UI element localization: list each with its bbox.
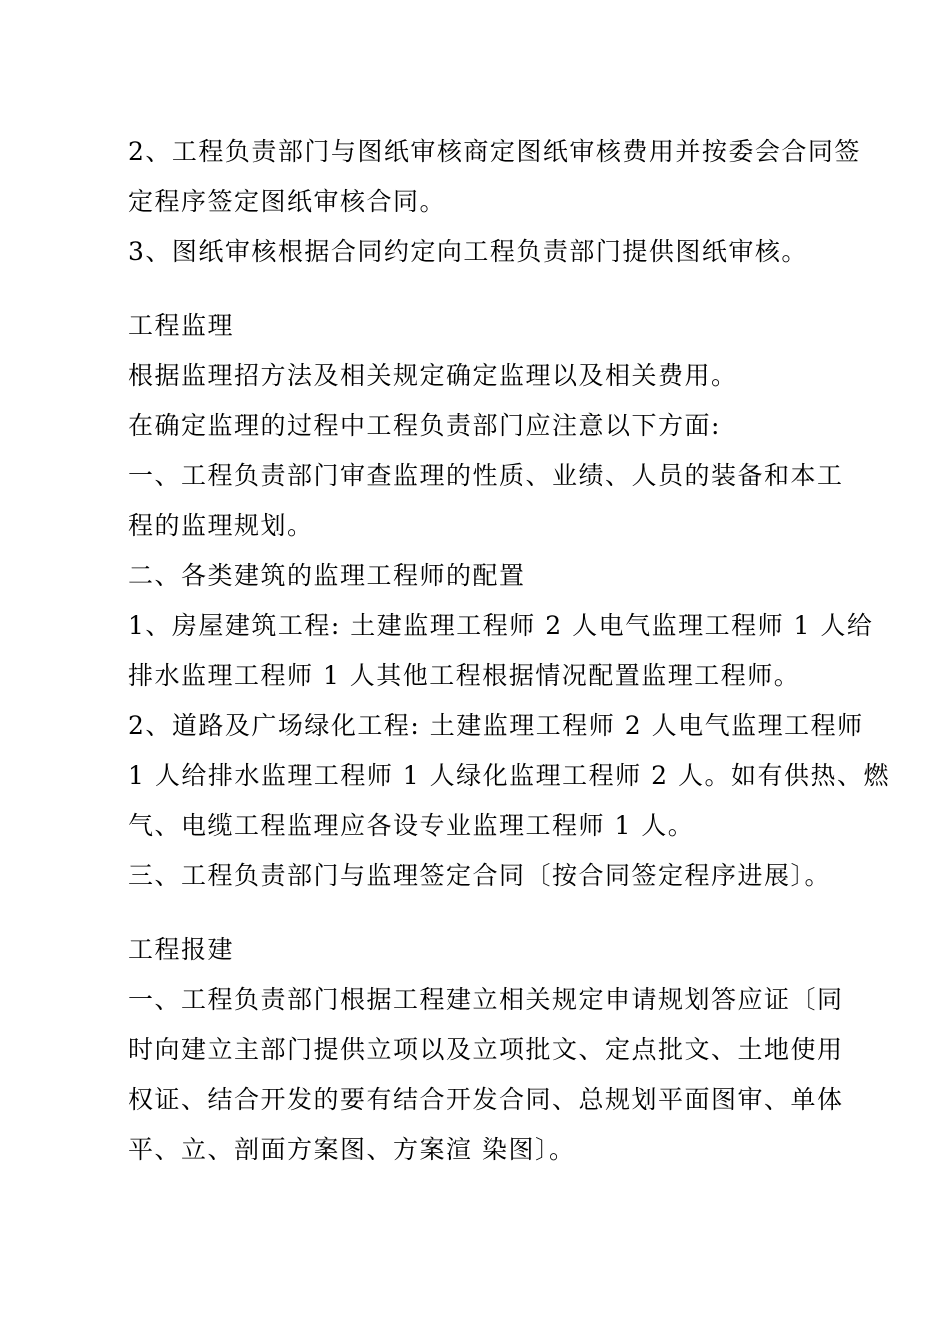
- paragraph-line: 气、电缆工程监理应各设专业监理工程师 1 人。: [128, 811, 695, 840]
- paragraph-line: 一、工程负责部门根据工程建立相关规定申请规划答应证〔同: [128, 985, 844, 1014]
- paragraph-line: 二、各类建筑的监理工程师的配置: [128, 561, 526, 590]
- paragraph-line: 根据监理招方法及相关规定确定监理以及相关费用。: [128, 361, 738, 390]
- paragraph-line: 三、工程负责部门与监理签定合同〔按合同签定程序进展〕。: [128, 861, 832, 890]
- paragraph-line: 2、工程负责部门与图纸审核商定图纸审核费用并按委会合同签: [128, 137, 861, 166]
- paragraph-line: 排水监理工程师 1 人其他工程根据情况配置监理工程师。: [128, 661, 801, 690]
- paragraph-line: 权证、结合开发的要有结合开发合同、总规划平面图审、单体: [128, 1085, 844, 1114]
- paragraph-line: 1、房屋建筑工程: 土建监理工程师 2 人电气监理工程师 1 人给: [128, 611, 874, 640]
- paragraph-line: 3、图纸审核根据合同约定向工程负责部门提供图纸审核。: [128, 237, 808, 266]
- paragraph-line: 在确定监理的过程中工程负责部门应注意以下方面:: [128, 411, 721, 440]
- section-heading: 工程报建: [128, 935, 235, 964]
- paragraph-line: 1 人给排水监理工程师 1 人绿化监理工程师 2 人。如有供热、燃: [128, 761, 890, 790]
- paragraph-line: 一、工程负责部门审查监理的性质、业绩、人员的装备和本工: [128, 461, 844, 490]
- paragraph-line: 2、道路及广场绿化工程: 土建监理工程师 2 人电气监理工程师: [128, 711, 864, 740]
- paragraph-line: 平、立、剖面方案图、方案渲 染图〕。: [128, 1135, 576, 1164]
- paragraph-line: 时向建立主部门提供立项以及立项批文、定点批文、土地使用: [128, 1035, 844, 1064]
- section-heading: 工程监理: [128, 311, 235, 340]
- paragraph-line: 定程序签定图纸审核合同。: [128, 187, 447, 216]
- paragraph-line: 程的监理规划。: [128, 511, 314, 540]
